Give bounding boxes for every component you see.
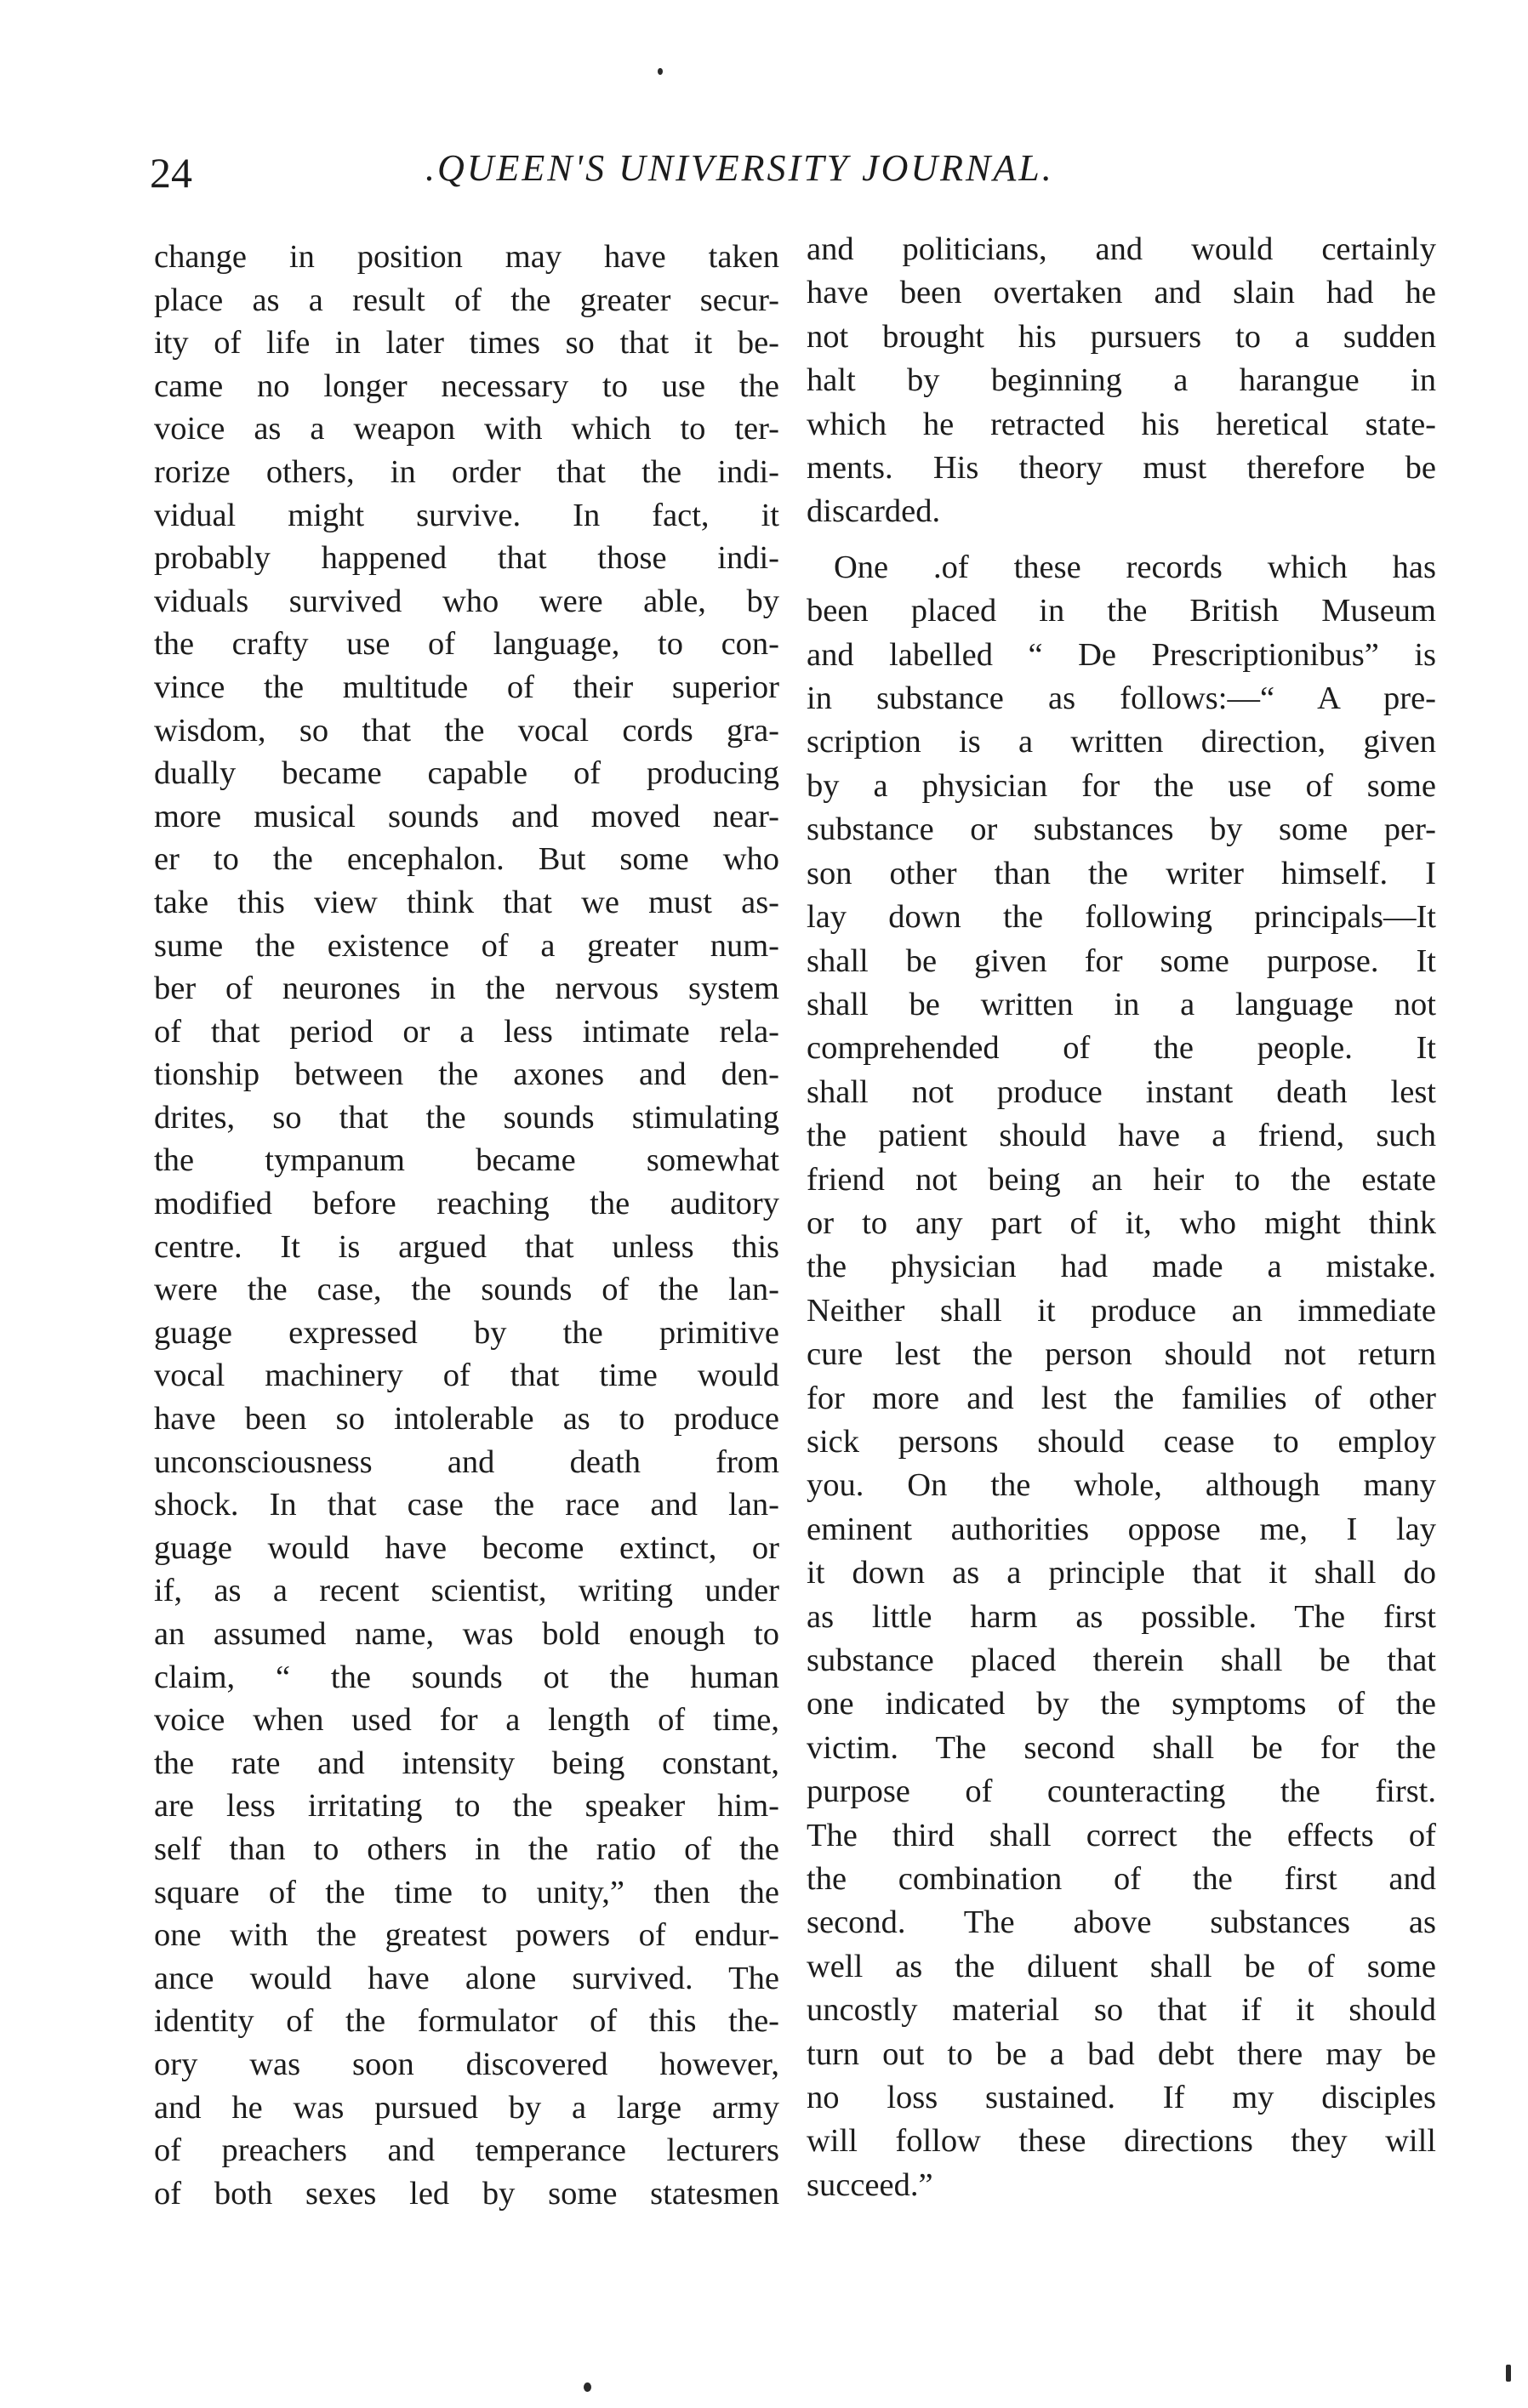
text-line: shall be given for some purpose. It — [807, 942, 1436, 979]
text-line: claim, “ the sounds ot the human — [154, 1659, 779, 1695]
text-line: viduals survived who were able, by — [154, 583, 779, 619]
text-line: ber of neurones in the nervous system — [154, 971, 779, 1007]
text-line: not brought his pursuers to a sudden — [807, 318, 1436, 355]
text-line: came no longer necessary to use the — [154, 367, 779, 404]
text-line: voice when used for a length of time, — [154, 1702, 779, 1739]
text-line: modified before reaching the auditory — [154, 1186, 779, 1222]
text-line: and he was pursued by a large army — [154, 2089, 779, 2126]
text-line: dually became capable of producing — [154, 755, 779, 792]
text-line: were the case, the sounds of the lan- — [154, 1272, 779, 1308]
text-line: identity of the formulator of this the- — [154, 2003, 779, 2040]
text-line: place as a result of the greater secur- — [154, 282, 779, 318]
text-line: vocal machinery of that time would — [154, 1358, 779, 1394]
text-line: and labelled “ De Prescriptionibus” is — [807, 636, 1436, 673]
text-line: vince the multitude of their superior — [154, 669, 779, 705]
text-line: Neither shall it produce an immediate — [807, 1292, 1436, 1329]
text-line: eminent authorities oppose me, I lay — [807, 1511, 1436, 1547]
text-line: unconsciousness and death from — [154, 1443, 779, 1480]
text-line: guage expressed by the primitive — [154, 1314, 779, 1351]
text-line: have been so intolerable as to produce — [154, 1401, 779, 1437]
text-line: vidual might survive. In fact, it — [154, 497, 779, 533]
text-line: centre. It is argued that unless this — [154, 1228, 779, 1265]
text-line: cure lest the person should not return — [807, 1336, 1436, 1373]
text-line: substance placed therein shall be that — [807, 1642, 1436, 1678]
text-line: change in position may have taken — [154, 239, 779, 275]
paragraph-prescriptions — [807, 546, 1436, 2207]
text-line: the crafty use of language, to con- — [154, 626, 779, 663]
text-line: scription is a written direction, given — [807, 724, 1436, 760]
ink-speck — [658, 68, 663, 75]
text-line: discarded. — [807, 493, 941, 530]
text-line: or to any part of it, who might think — [807, 1204, 1436, 1241]
text-line: for more and lest the families of other — [807, 1380, 1436, 1416]
text-line: tionship between the axones and den- — [154, 1056, 779, 1093]
text-line: guage would have become extinct, or — [154, 1529, 779, 1566]
text-line: and politicians, and would certainly — [807, 231, 1436, 267]
text-line: voice as a weapon with which to ter- — [154, 411, 779, 447]
text-line: lay down the following principals—It — [807, 899, 1436, 936]
right-column — [807, 228, 1436, 2207]
page-number: 24 — [150, 149, 192, 196]
ink-speck — [584, 2382, 591, 2392]
text-line: have been overtaken and slain had he — [807, 275, 1436, 311]
text-line: purpose of counteracting the first. — [807, 1773, 1436, 1810]
text-line: halt by beginning a harangue in — [807, 362, 1436, 399]
text-line: One .of these records which has — [834, 549, 1436, 585]
text-line: take this view think that we must as- — [154, 884, 779, 920]
text-line: it down as a principle that it shall do — [807, 1555, 1436, 1591]
text-line: an assumed name, was bold enough to — [154, 1616, 779, 1652]
text-line: wisdom, so that the vocal cords gra- — [154, 712, 779, 749]
text-line: square of the time to unity,” then the — [154, 1874, 779, 1910]
text-line: no loss sustained. If my disciples — [807, 2080, 1436, 2116]
text-line: been placed in the British Museum — [807, 593, 1436, 629]
text-line: in substance as follows:—“ A pre- — [807, 680, 1436, 717]
text-line: one with the greatest powers of endur- — [154, 1917, 779, 1954]
text-line: ments. His theory must therefore be — [807, 450, 1436, 487]
text-line: self than to others in the ratio of the — [154, 1830, 779, 1867]
text-line: more musical sounds and moved near- — [154, 798, 779, 834]
text-line: by a physician for the use of some — [807, 767, 1436, 804]
text-line: of preachers and temperance lecturers — [154, 2132, 779, 2169]
text-line: sick persons should cease to employ — [807, 1423, 1436, 1460]
text-line: of both sexes led by some statesmen — [154, 2175, 779, 2212]
text-line: which he retracted his heretical state- — [807, 406, 1436, 442]
text-line: the physician had made a mistake. — [807, 1249, 1436, 1285]
text-line: comprehended of the people. It — [807, 1030, 1436, 1067]
text-line: the combination of the first and — [807, 1861, 1436, 1898]
text-line: succeed.” — [807, 2166, 933, 2203]
text-line: of that period or a less intimate rela- — [154, 1013, 779, 1050]
text-line: sume the existence of a greater num- — [154, 927, 779, 964]
text-line: second. The above substances as — [807, 1904, 1436, 1941]
text-line: shock. In that case the race and lan- — [154, 1487, 779, 1523]
text-line: er to the encephalon. But some who — [154, 841, 779, 878]
text-line: shall not produce instant death lest — [807, 1073, 1436, 1110]
text-line: the patient should have a friend, such — [807, 1118, 1436, 1154]
ink-speck — [1506, 2365, 1511, 2382]
text-line: substance or substances by some per- — [807, 811, 1436, 848]
text-line: the rate and intensity being constant, — [154, 1745, 779, 1781]
text-line: turn out to be a bad debt there may be — [807, 2035, 1436, 2072]
paragraph-gap — [807, 534, 1436, 546]
text-line: ity of life in later times so that it be- — [154, 325, 779, 361]
text-line: probably happened that those indi- — [154, 540, 779, 577]
text-line: if, as a recent scientist, writing under — [154, 1573, 779, 1609]
running-head: .QUEEN'S UNIVERSITY JOURNAL. — [425, 147, 1054, 189]
text-line: rorize others, in order that the indi- — [154, 453, 779, 490]
text-line: ance would have alone survived. The — [154, 1960, 779, 1996]
text-line: friend not being an heir to the estate — [807, 1161, 1436, 1198]
left-column — [154, 236, 779, 2215]
text-line: you. On the whole, although many — [807, 1467, 1436, 1504]
text-line: drites, so that the sounds stimulating — [154, 1099, 779, 1136]
text-line: as little harm as possible. The first — [807, 1598, 1436, 1635]
text-line: the tympanum became somewhat — [154, 1142, 779, 1179]
text-line: ory was soon discovered however, — [154, 2046, 779, 2082]
text-line: The third shall correct the effects of — [807, 1817, 1436, 1853]
text-line: will follow these directions they will — [807, 2123, 1436, 2160]
text-line: are less irritating to the speaker him- — [154, 1788, 779, 1825]
text-line: one indicated by the symptoms of the — [807, 1686, 1436, 1722]
text-line: uncostly material so that if it should — [807, 1992, 1436, 2029]
text-line: victim. The second shall be for the — [807, 1729, 1436, 1766]
text-line: well as the diluent shall be of some — [807, 1948, 1436, 1984]
text-line: son other than the writer himself. I — [807, 855, 1436, 891]
paragraph-continued — [807, 228, 1436, 534]
text-line: shall be written in a language not — [807, 986, 1436, 1022]
